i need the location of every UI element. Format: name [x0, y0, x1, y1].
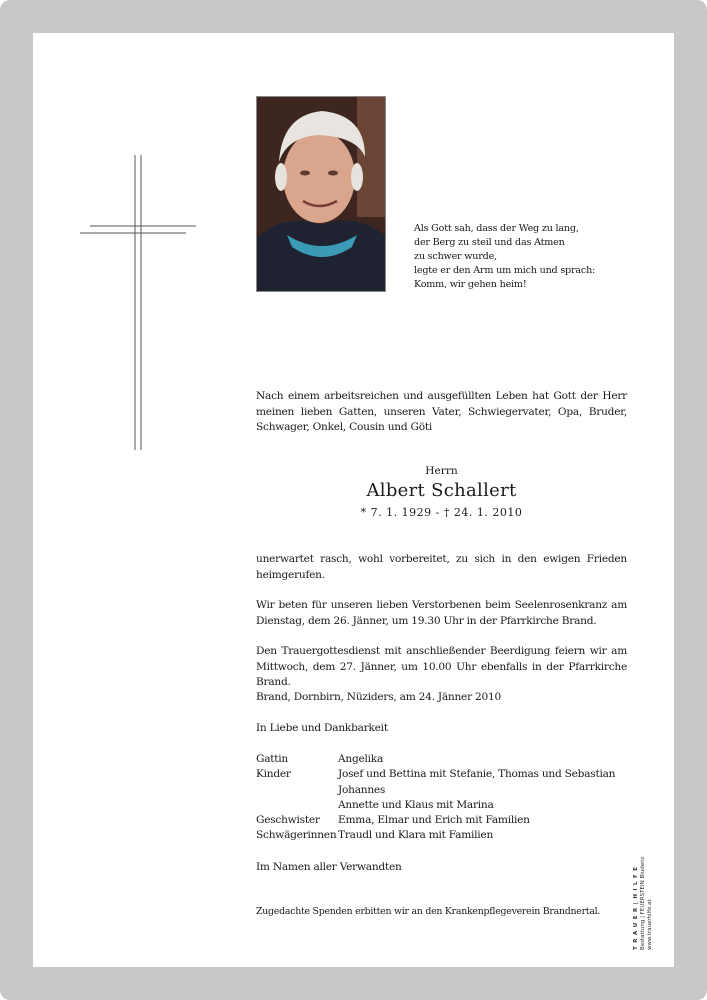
family-name: Traudl und Klara mit Familien — [338, 829, 494, 842]
poem — [414, 222, 644, 292]
family-name: Johannes — [338, 783, 386, 796]
salutation: Herrn — [425, 465, 458, 477]
family-role — [256, 783, 338, 798]
family-role: Schwägerinnen — [256, 829, 337, 842]
portrait-photo — [256, 96, 386, 292]
intro-text: Nach einem arbeitsreichen und ausgefüllten Leben hat Gott der Herr meinen lieben Gatten, unseren Vater, Schwiegervater, Opa, Bruder, Schwager, Onkel, Cousin und Göti — [256, 390, 627, 433]
poem-line: der Berg zu steil und das Atmen — [414, 237, 565, 248]
deceased-name: Albert Schallert — [366, 480, 517, 501]
place-date: Brand, Dornbirn, Nüziders, am 24. Jänner 2010 — [256, 691, 501, 703]
life-dates: * 7. 1. 1929 - † 24. 1. 2010 — [360, 506, 523, 519]
paragraph-rosary: Wir beten für unseren lieben Verstorbenen beim Seelenrosenkranz am Dienstag, dem 26. Jänner, um 19.30 Uhr in der Pfarrkirche Brand. — [256, 599, 627, 627]
family-name: Emma, Elmar und Erich mit Familien — [338, 814, 530, 827]
poem-line: legte er den Arm um mich und sprach: — [414, 265, 596, 276]
logo-text — [633, 857, 654, 950]
family-row — [256, 813, 615, 828]
logo-line: Bestattung | FEUERSTEIN Bludenz — [640, 856, 646, 950]
cross-icon — [80, 155, 198, 450]
family-role: Geschwister — [256, 814, 320, 827]
funeral-home-logo — [633, 852, 669, 950]
logo-line: www.trauerhilfe.at — [647, 899, 653, 950]
family-row — [256, 752, 615, 767]
poem-line: zu schwer wurde, — [414, 251, 497, 262]
family-row — [256, 767, 615, 782]
family-row — [256, 828, 615, 843]
poem-line: Komm, wir gehen heim! — [414, 279, 527, 290]
closing-text: In Liebe und Dankbarkeit — [256, 722, 388, 734]
family-name: Josef und Bettina mit Stefanie, Thomas und Sebastian — [338, 768, 616, 781]
family-role: Kinder — [256, 768, 291, 781]
family-role — [256, 798, 338, 813]
family-row — [256, 798, 615, 813]
family-list — [256, 752, 615, 844]
poem-line: Als Gott sah, dass der Weg zu lang, — [414, 223, 579, 234]
paragraph-funeral: Den Trauergottesdienst mit anschließender Beerdigung feiern wir am Mittwoch, dem 27. Jänner, um 10.00 Uhr ebenfalls in der Pfarrkirche Brand. — [256, 645, 627, 688]
paragraph-peace: unerwartet rasch, wohl vorbereitet, zu sich in den ewigen Frieden heimgerufen. — [256, 553, 627, 581]
logo-line: T R A U E R | H I L F E — [633, 866, 639, 950]
relatives-text: Im Namen aller Verwandten — [256, 861, 402, 873]
family-name: Angelika — [338, 753, 384, 765]
family-name: Annette und Klaus mit Marina — [338, 798, 494, 811]
family-role: Gattin — [256, 753, 289, 765]
donation-text: Zugedachte Spenden erbitten wir an den Krankenpflegeverein Brandnertal. — [256, 906, 601, 917]
family-row — [256, 783, 615, 798]
